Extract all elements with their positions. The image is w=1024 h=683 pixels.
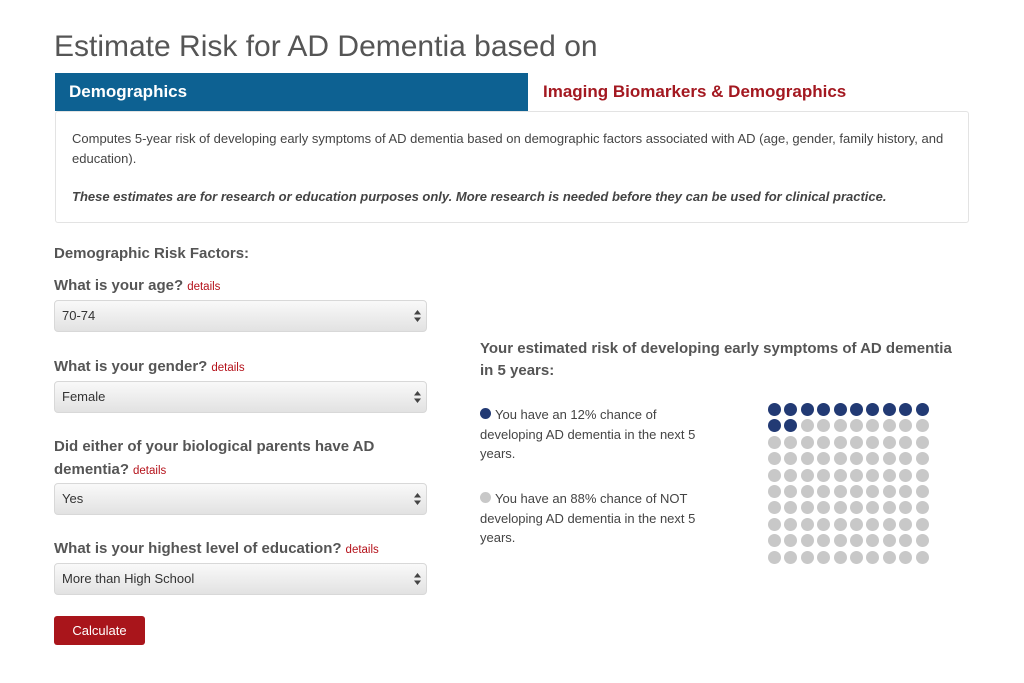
no-risk-dot (899, 485, 912, 498)
question-age-label: What is your age? (54, 277, 184, 294)
risk-dot (768, 403, 781, 416)
risk-dot (817, 403, 830, 416)
no-risk-dot (834, 518, 847, 531)
no-risk-dot (801, 501, 814, 514)
risk-dot (850, 403, 863, 416)
no-risk-dot (883, 469, 896, 482)
no-risk-dot (817, 436, 830, 449)
no-risk-dot (817, 419, 830, 432)
select-arrows-icon (414, 391, 421, 403)
info-box (55, 111, 969, 223)
no-risk-dot (916, 436, 929, 449)
no-risk-dot (801, 518, 814, 531)
no-risk-dot (866, 485, 879, 498)
legend-risk (480, 405, 720, 464)
no-risk-dot (784, 452, 797, 465)
no-risk-dot (784, 534, 797, 547)
no-risk-dot (801, 534, 814, 547)
no-risk-dot (817, 452, 830, 465)
no-risk-dot (850, 501, 863, 514)
no-risk-dot (817, 534, 830, 547)
no-risk-dot (834, 485, 847, 498)
no-risk-dot (850, 436, 863, 449)
question-age (54, 274, 434, 299)
no-risk-dot (883, 551, 896, 564)
tab-imaging-biomarkers[interactable]: Imaging Biomarkers & Demographics (543, 82, 847, 101)
no-risk-dot (801, 551, 814, 564)
section-heading: Demographic Risk Factors: (54, 245, 250, 262)
no-risk-dot (850, 551, 863, 564)
no-risk-dot (850, 518, 863, 531)
no-risk-dot (916, 551, 929, 564)
no-risk-dot (834, 436, 847, 449)
result-heading: Your estimated risk of developing early symptoms of AD dementia in 5 years: (480, 340, 952, 379)
no-risk-dot (834, 469, 847, 482)
no-risk-dot (866, 436, 879, 449)
no-risk-dot (768, 534, 781, 547)
question-parents-label: Did either of your biological parents have AD dementia? (54, 438, 375, 478)
no-risk-dot (817, 485, 830, 498)
legend-no-risk (480, 489, 720, 548)
no-risk-dot (817, 501, 830, 514)
no-risk-dot (768, 501, 781, 514)
no-risk-dot (866, 501, 879, 514)
no-risk-dot (916, 518, 929, 531)
no-risk-dot (801, 419, 814, 432)
no-risk-dot (768, 452, 781, 465)
page-title: Estimate Risk for AD Dementia based on (54, 30, 598, 63)
no-risk-dot (883, 501, 896, 514)
no-risk-dot (801, 485, 814, 498)
no-risk-dot (866, 419, 879, 432)
no-risk-dot (899, 551, 912, 564)
age-select[interactable] (54, 300, 427, 332)
no-risk-dot (883, 452, 896, 465)
risk-dot-icon (480, 408, 491, 419)
details-link-education[interactable]: details (345, 544, 379, 556)
select-arrows-icon (414, 310, 421, 322)
risk-dot (883, 403, 896, 416)
no-risk-dot (768, 469, 781, 482)
question-education-label: What is your highest level of education? (54, 540, 342, 557)
no-risk-dot-icon (480, 492, 491, 503)
no-risk-dot (883, 419, 896, 432)
no-risk-dot (817, 469, 830, 482)
no-risk-dot (866, 551, 879, 564)
no-risk-dot (899, 452, 912, 465)
parents-select-value: Yes (62, 491, 84, 506)
risk-dot (784, 419, 797, 432)
education-select-value: More than High School (62, 571, 195, 586)
no-risk-dot (834, 551, 847, 564)
no-risk-dot (916, 534, 929, 547)
no-risk-dot (883, 436, 896, 449)
age-select-value: 70-74 (62, 308, 96, 323)
no-risk-dot (899, 436, 912, 449)
select-arrows-icon (414, 493, 421, 505)
no-risk-dot (784, 551, 797, 564)
no-risk-dot (784, 485, 797, 498)
calculate-button[interactable]: Calculate (54, 616, 145, 645)
question-education (54, 537, 454, 562)
legend-risk-text: You have an 12% chance of developing AD dementia in the next 5 years. (480, 407, 696, 461)
risk-dot (801, 403, 814, 416)
question-gender-label: What is your gender? (54, 358, 208, 375)
no-risk-dot (768, 551, 781, 564)
no-risk-dot (916, 501, 929, 514)
no-risk-dot (834, 501, 847, 514)
no-risk-dot (883, 518, 896, 531)
details-link-age[interactable]: details (187, 281, 221, 293)
no-risk-dot (768, 518, 781, 531)
no-risk-dot (768, 436, 781, 449)
no-risk-dot (916, 469, 929, 482)
risk-dot (866, 403, 879, 416)
no-risk-dot (834, 534, 847, 547)
no-risk-dot (866, 469, 879, 482)
select-arrows-icon (414, 573, 421, 585)
tab-bar (55, 73, 969, 111)
no-risk-dot (866, 534, 879, 547)
no-risk-dot (866, 518, 879, 531)
risk-dot (768, 419, 781, 432)
no-risk-dot (899, 534, 912, 547)
tab-demographics[interactable]: Demographics (55, 73, 528, 111)
details-link-parents[interactable]: details (133, 465, 167, 477)
no-risk-dot (834, 452, 847, 465)
no-risk-dot (784, 469, 797, 482)
no-risk-dot (850, 485, 863, 498)
no-risk-dot (883, 485, 896, 498)
gender-select-value: Female (62, 389, 106, 404)
no-risk-dot (850, 534, 863, 547)
no-risk-dot (801, 436, 814, 449)
risk-dot (899, 403, 912, 416)
risk-dot (784, 403, 797, 416)
no-risk-dot (817, 518, 830, 531)
no-risk-dot (850, 469, 863, 482)
legend-no-risk-text: You have an 88% chance of NOT developing AD dementia in the next 5 years. (480, 491, 696, 545)
risk-dot (916, 403, 929, 416)
no-risk-dot (834, 419, 847, 432)
no-risk-dot (916, 485, 929, 498)
no-risk-dot (866, 452, 879, 465)
risk-dot (834, 403, 847, 416)
info-disclaimer: These estimates are for research or education purposes only. More research is needed before they can be used for clinical practice. (72, 189, 887, 204)
parents-select[interactable] (54, 483, 427, 515)
no-risk-dot (784, 518, 797, 531)
no-risk-dot (801, 452, 814, 465)
no-risk-dot (784, 436, 797, 449)
no-risk-dot (850, 452, 863, 465)
question-gender (54, 355, 434, 380)
no-risk-dot (850, 419, 863, 432)
no-risk-dot (768, 485, 781, 498)
no-risk-dot (916, 419, 929, 432)
no-risk-dot (817, 551, 830, 564)
no-risk-dot (899, 518, 912, 531)
no-risk-dot (883, 534, 896, 547)
no-risk-dot (916, 452, 929, 465)
no-risk-dot (899, 469, 912, 482)
info-description: Computes 5-year risk of developing early symptoms of AD dementia based on demographic factors associated with AD (age, gender, family history, and education). (72, 131, 944, 166)
question-parents (54, 435, 414, 483)
details-link-gender[interactable]: details (211, 362, 245, 374)
no-risk-dot (784, 501, 797, 514)
gender-select[interactable] (54, 381, 427, 413)
no-risk-dot (801, 469, 814, 482)
no-risk-dot (899, 419, 912, 432)
no-risk-dot (899, 501, 912, 514)
education-select[interactable] (54, 563, 427, 595)
risk-dot-grid (768, 403, 932, 567)
